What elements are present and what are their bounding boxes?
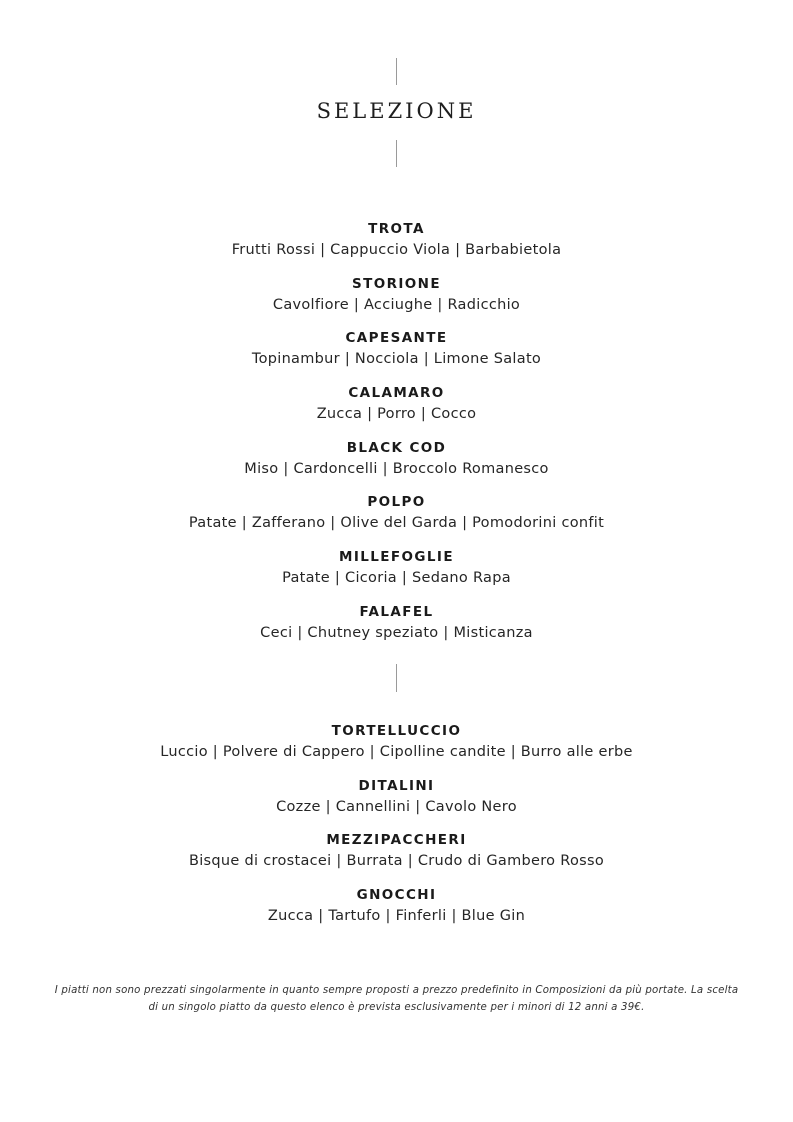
dish-ingredients: Frutti Rossi | Cappuccio Viola | Barbabietola	[231, 242, 562, 258]
dish-item	[0, 603, 793, 658]
dish-ingredients: Cavolfiore | Acciughe | Radicchio	[272, 296, 521, 313]
dish-item	[0, 722, 793, 777]
dish-item	[0, 329, 793, 384]
dish-name: GNOCCHI	[356, 887, 437, 904]
dish-name: CAPESANTE	[345, 330, 448, 347]
dish-item	[0, 384, 793, 439]
dish-ingredients: Patate | Cicoria | Sedano Rapa	[282, 570, 511, 587]
dish-ingredients: Bisque di crostacei | Burrata | Crudo di Gambero Rosso	[188, 853, 605, 870]
dish-ingredients: Topinambur | Nocciola | Limone Salato	[251, 351, 542, 368]
dish-ingredients: Zucca | Porro | Cocco	[316, 406, 477, 423]
dish-item	[0, 886, 793, 941]
divider-line-under-title	[396, 140, 397, 167]
dish-item	[0, 275, 793, 330]
dish-name: DITALINI	[358, 777, 435, 794]
dish-name: FALAFEL	[359, 603, 434, 620]
dish-name: POLPO	[367, 494, 426, 511]
divider-line-top	[396, 58, 397, 85]
page-title: SELEZIONE	[316, 99, 477, 123]
menu-section-first	[0, 220, 793, 658]
dish-item	[0, 831, 793, 886]
divider-line-middle	[396, 664, 397, 692]
dish-ingredients: Miso | Cardoncelli | Broccolo Romanesco	[244, 460, 549, 477]
dish-name: MILLEFOGLIE	[339, 549, 454, 566]
dish-item	[0, 777, 793, 832]
dish-item	[0, 548, 793, 603]
dish-name: CALAMARO	[348, 385, 445, 402]
dish-item	[0, 493, 793, 548]
dish-ingredients: Patate | Zafferano | Olive del Garda | Pomodorini confit	[188, 515, 605, 532]
pricing-footnote: I piatti non sono prezzati singolarmente in quanto sempre proposti a prezzo predefinito in Composizioni da più portate. La scelta di un singolo piatto da questo elenco è prevista esclusivamente per i minori di 12 anni a 39€.	[54, 985, 739, 1013]
dish-name: TROTA	[368, 221, 425, 237]
dish-item	[0, 439, 793, 494]
dish-item	[0, 220, 793, 275]
dish-ingredients: Cozze | Cannellini | Cavolo Nero	[276, 798, 517, 815]
dish-name: BLACK COD	[346, 439, 447, 456]
dish-name: STORIONE	[351, 275, 442, 292]
dish-name: MEZZIPACCHERI	[326, 832, 467, 849]
menu-section-second	[0, 722, 793, 941]
dish-name: TORTELLUCCIO	[331, 723, 462, 739]
dish-ingredients: Luccio | Polvere di Cappero | Cipolline candite | Burro alle erbe	[160, 744, 633, 760]
dish-ingredients: Ceci | Chutney speziato | Misticanza	[260, 624, 533, 641]
dish-ingredients: Zucca | Tartufo | Finferli | Blue Gin	[267, 908, 526, 925]
